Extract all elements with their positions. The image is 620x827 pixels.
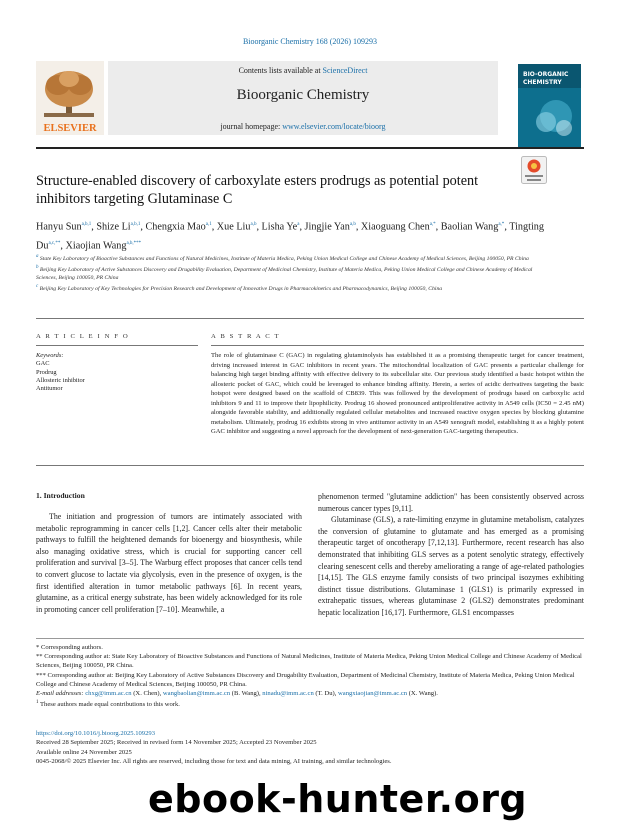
author-affiliation-marks: a,b,1	[130, 222, 141, 227]
intro-paragraph-1-cont: phenomenon termed "glutamine addiction" has been consistently observed across numerous cancer types [9,11].	[318, 492, 584, 513]
keyword: Antitumor	[36, 385, 63, 393]
intro-left-column	[36, 511, 302, 615]
contents-line	[108, 66, 498, 75]
doi-link[interactable]: https://doi.org/10.1016/j.bioorg.2025.109293	[36, 730, 155, 737]
check-for-updates-icon[interactable]	[521, 156, 547, 184]
author-affiliation-marks: a,b	[349, 222, 356, 227]
keyword: Allosteric inhibitor	[36, 376, 85, 384]
journal-name: Bioorganic Chemistry	[236, 87, 370, 103]
abstract-text: The role of glutaminase C (GAC) in regulating glutaminolysis has established it as a promising therapeutic target for cancer treatment, driving increased interest in GAC inhibitors in recent years. The mitochondrial localization of GAC presents a particular challenge for balancing high target binding affinity with effective delivery to its subcellular site. Our previous study identified a basic hotspot within the allosteric pocket of GAC, which could be leveraged to enhance binding affinity. Herein, a series of acidic derivatives targeting the basic hotspot were designed based on the scaffold of CB839. This was followed by the development of prodrugs based on carboxylic acid inhibitors 9 and 11 to improve their lipophilicity. Prodrug 16 showed pronounced antiproliferative activity in A549 cells (IC50 = 2.45 nM) alongside favorable stability, and additionally regulated cellular metabolites and increased reactive oxygen species by blocking glutamine metabolism. Ultimately, prodrug 16 exhibits strong in vivo antitumor activity in an A549 xenograft model, establishing it as a highly potent GAC inhibitor and suggesting a novel approach for the development of next-generation GAC-targeting therapeutics.	[211, 352, 584, 435]
author-name[interactable]: Lisha Ye	[261, 221, 298, 233]
footnote-corresponding-2: ** Corresponding author at: State Key Laboratory of Bioactive Substances and Functions of Natural Medicines, Institute of Materia Medica, Peking Union Medical College and Chinese Academy of Medical Sciences, Beijing 100050, PR China.	[36, 653, 582, 670]
header-rule	[36, 147, 584, 149]
author-affiliation-marks: a,b,***	[126, 241, 142, 247]
keyword: GAC	[36, 360, 50, 368]
intro-paragraph-2: Glutaminase (GLS), a rate-limiting enzyme in glutamine metabolism, catalyzes the conversion of glutamine to glutamate and has emerged as a promising therapeutic target of oncotherapy [7,12,13]. Furthermore, recent research has also demonstrated that inhibiting GLS serves as a potent senolytic strategy, effectively clearing senescent cells and thereby ameliorating a range of age-related pathologies [14,15]. The GLS enzyme family consists of two principal isozymes exhibiting distinct tissue distributions. Glutaminase 1 (GLS1) is primarily expressed in extrahepatic tissues, whereas glutaminase 2 (GLS2) demonstrates predominant hepatic localization [16,17]. Furthermore, GLS1 encompasses	[318, 515, 584, 617]
intro-paragraph-1: The initiation and progression of tumors are intimately associated with metabolic reprogramming in cancer cells [1,2]. Cancer cells alter their metabolic pathways to fulfill the heightened demands for bioenergy and biosynthesis, while also managing oxidative stress, which is crucial for supporting cancer cell proliferation and survival [3–5]. The Warburg effect proposes that cancer cells tend to convert glucose to lactate via glycolysis, even in the presence of oxygen, is the first identified alteration in tumor metabolic pathways [6]. In recent years, glutamine, as a critical energy substrate, has been widely acknowledged for its role in promoting cancer cell proliferation [7–10]. Meanwhile, a	[36, 512, 302, 614]
svg-text:CHEMISTRY: CHEMISTRY	[523, 79, 562, 86]
intro-right-column	[318, 491, 584, 619]
abstract-bottom-rule	[36, 465, 584, 466]
received-dates: Received 28 September 2025; Received in revised form 14 November 2025; Accepted 23 November 2025	[36, 739, 317, 747]
journal-homepage-line	[108, 122, 498, 131]
keyword: Prodrug	[36, 368, 57, 376]
affiliation-a: a State Key Laboratory of Bioactive Substances and Functions of Natural Medicines, Institute of Materia Medica, Peking Union Medical College and Chinese Academy of Medical Sciences, Beijing 100050, PR China	[36, 254, 529, 262]
author-affiliation-marks: a,*	[498, 222, 505, 227]
article-info-rule	[36, 345, 198, 346]
keywords-label: Keywords:	[36, 352, 64, 359]
abstract-heading: A B S T R A C T	[211, 333, 281, 340]
keywords-block	[36, 352, 196, 393]
elsevier-logo-text: ELSEVIER	[43, 123, 97, 134]
contents-prefix: Contents lists available at	[238, 66, 323, 75]
email-label: E-mail addresses:	[36, 690, 84, 698]
affiliation-b: b Beijing Key Laboratory of Active Substances Discovery and Drugability Evaluation, Department of Medicinal Chemistry, Institute of Materia Medica, Peking Union Medical College and Chinese Academy of Medical Sciences, Beijing 100050, PR China	[36, 265, 533, 282]
email-link[interactable]: chxg@imm.ac.cn	[85, 690, 132, 698]
author-affiliation-marks: a,c,**	[48, 241, 61, 247]
email-link[interactable]: wangbaolian@imm.ac.cn	[162, 690, 231, 698]
footnote-corresponding-3: *** Corresponding author at: Beijing Key Laboratory of Active Substances Discovery and Drugability Evaluation, Department of Medicinal Chemistry, Institute of Materia Medica, Peking Union Medical College and Chinese Academy of Medical Sciences, Beijing 100050, PR China.	[36, 671, 575, 688]
author-name[interactable]: Chengxia Mao	[145, 221, 206, 233]
author-affiliation-marks: a,b,1	[81, 222, 92, 227]
author-affiliation-marks: a,b	[250, 222, 257, 227]
author-name[interactable]: Xiaoguang Chen	[360, 221, 430, 233]
introduction-heading: 1. Introduction	[36, 491, 85, 500]
article-title: Structure-enabled discovery of carboxylate esters prodrugs as potential potent inhibitors targeting Glutaminase C	[36, 173, 479, 207]
affiliation-rule	[36, 318, 584, 319]
affiliations	[36, 253, 546, 294]
footnote-equal-contribution: $^1$ These authors made equal contributions to this work.	[36, 700, 180, 709]
author-affiliation-marks: a,1	[205, 222, 212, 227]
author-affiliation-marks: a,*	[429, 222, 436, 227]
author-name[interactable]: Xiaojian Wang	[65, 240, 127, 252]
author-name[interactable]: Shize Li	[96, 221, 131, 233]
affiliation-c: c Beijing Key Laboratory of Key Technologies for Precision Research and Development of Innovative Drugs in Pharmacokinetics and Pharmacodynamics, Beijing 100050, China	[36, 284, 443, 293]
copyright: 0045-2068/© 2025 Elsevier Inc. All rights are reserved, including those for text and data mining, AI training, and similar technologies.	[36, 758, 392, 766]
sciencedirect-link[interactable]: ScienceDirect	[322, 66, 368, 75]
author-name[interactable]: Xue Liu	[216, 221, 251, 233]
footnote-emails: E-mail addresses: chxg@imm.ac.cn (X. Chen), wangbaolian@imm.ac.cn (B. Wang), ninadu@imm.ac.cn (T. Du), wangxiaojian@imm.ac.cn (X. Wang).	[36, 690, 438, 698]
svg-text:BIO-ORGANIC: BIO-ORGANIC	[523, 71, 569, 78]
article-info-heading: A R T I C L E I N F O	[36, 333, 130, 340]
footnote-rule	[36, 638, 584, 639]
journal-cover-image	[518, 64, 581, 148]
publication-info	[36, 729, 584, 767]
journal-citation-link[interactable]: Bioorganic Chemistry 168 (2026) 109293	[242, 37, 378, 46]
author-name[interactable]: Hanyu Sun	[36, 221, 82, 233]
author-affiliation-marks: a	[297, 222, 300, 227]
author-name[interactable]: Baolian Wang	[440, 221, 499, 233]
available-online: Available online 24 November 2025	[36, 748, 132, 756]
author-list: Hanyu Sun$^{a,b,1}$, Shize Li$^{a,b,1}$, Chengxia Mao$^{a,1}$, Xue Liu$^{a,b}$, Lisha Ye$^a$, Jingjie Yan$^{a,b}$, Xiaoguang Chen$^{a,*}$, Baolian Wang$^{a,*}$, Tingting $Du^{a,c,**}$, Xiaojian Wang$^{a,b,***}$	[36, 221, 544, 252]
elsevier-logo	[36, 61, 104, 135]
homepage-prefix: journal homepage:	[220, 122, 283, 131]
footnote-corresponding: * Corresponding authors.	[36, 644, 103, 651]
author-name[interactable]: Tingting Du	[36, 221, 544, 252]
author-name[interactable]: Jingjie Yan	[304, 221, 350, 233]
email-link[interactable]: ninadu@imm.ac.cn	[262, 690, 314, 698]
email-link[interactable]: wangxiaojian@imm.ac.cn	[338, 690, 408, 698]
abstract-rule	[211, 345, 584, 346]
homepage-link[interactable]: www.elsevier.com/locate/bioorg	[282, 122, 386, 131]
watermark: ebook-hunter.org	[148, 777, 528, 821]
footnotes	[36, 643, 584, 710]
